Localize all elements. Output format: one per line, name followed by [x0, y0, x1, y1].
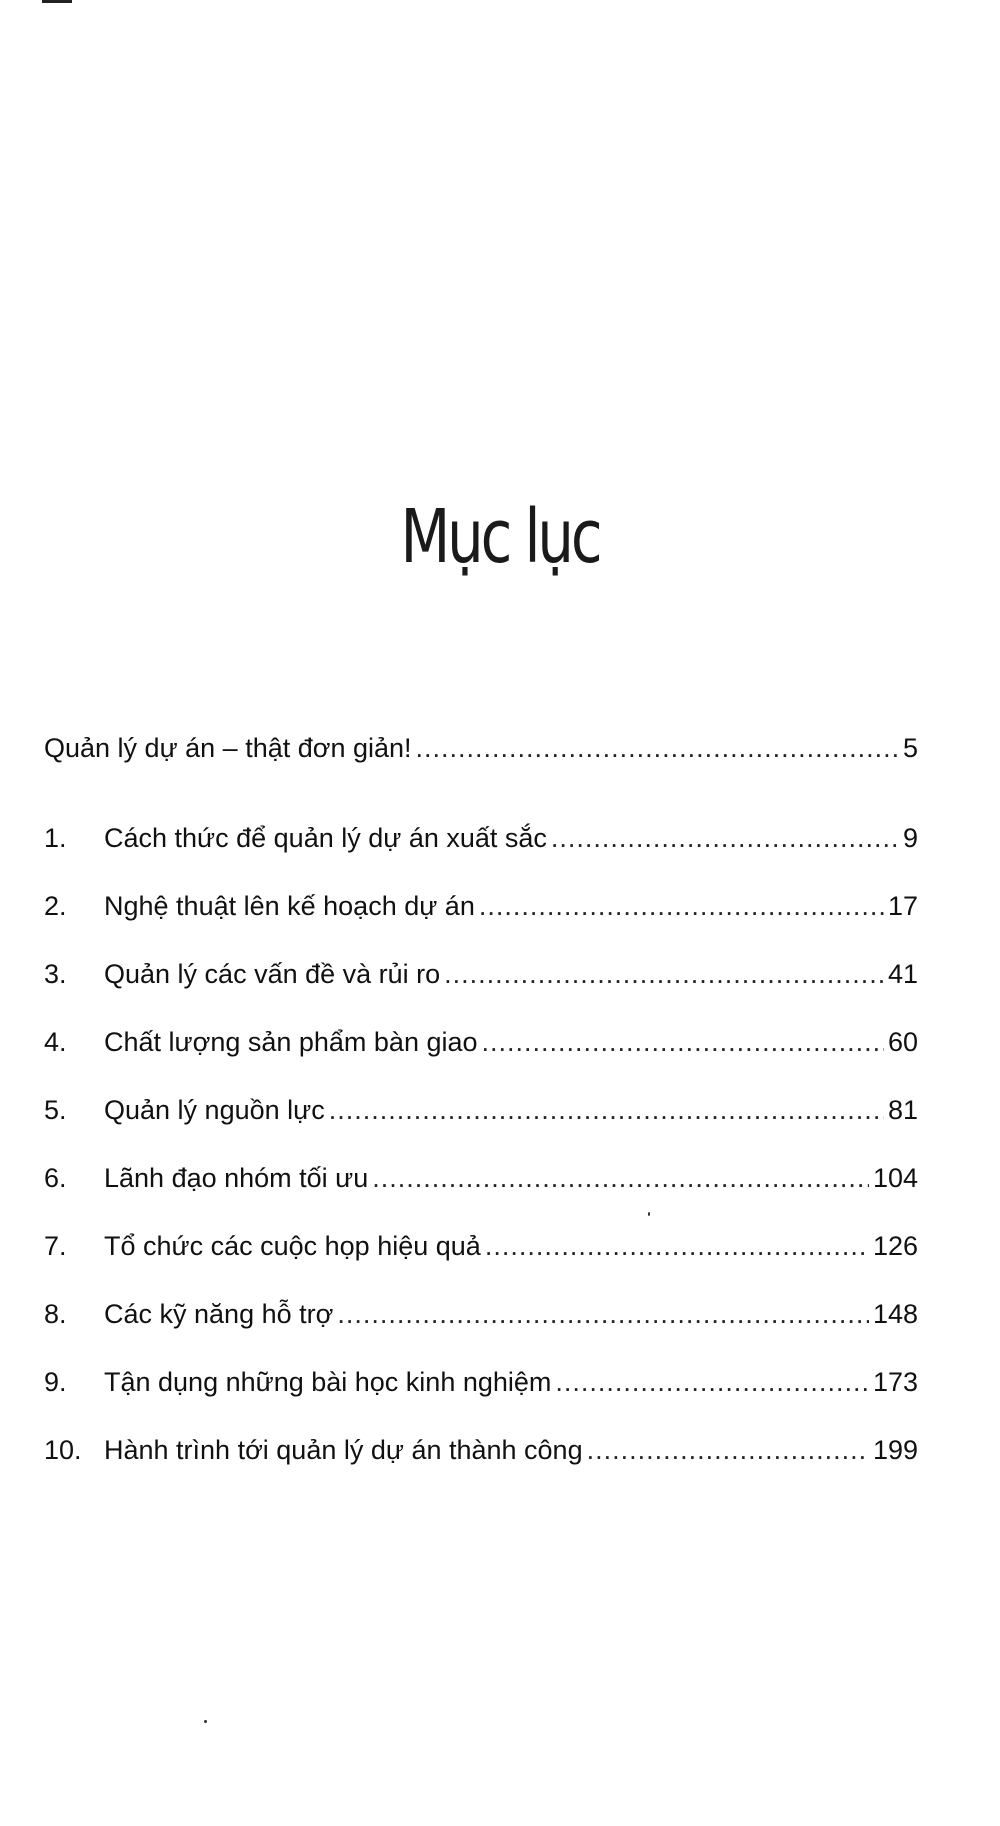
toc-entry-title: Hành trình tới quản lý dự án thành công — [104, 1435, 583, 1465]
dot-leader — [444, 954, 884, 994]
toc-entry-intro[interactable] — [44, 728, 918, 768]
toc-entry-chapter-9[interactable] — [44, 1362, 918, 1402]
toc-entry-chapter-7[interactable] — [44, 1226, 918, 1266]
toc-entry-number: 5. — [44, 1095, 67, 1125]
toc-entry-title: Quản lý nguồn lực — [104, 1095, 325, 1125]
toc-entry-chapter-4[interactable] — [44, 1022, 918, 1062]
toc-entry-title: Quản lý các vấn đề và rủi ro — [104, 959, 441, 989]
toc-entry-page: 41 — [887, 959, 918, 989]
toc-entry-number: 4. — [44, 1027, 67, 1057]
toc-entry-title: Quản lý dự án – thật đơn giản! — [44, 733, 412, 763]
toc-entry-title: Tổ chức các cuộc họp hiệu quả — [104, 1231, 481, 1261]
scan-speck — [204, 1720, 207, 1723]
dot-leader — [551, 818, 899, 858]
toc-entry-number: 9. — [44, 1367, 67, 1397]
scan-speck — [648, 1212, 650, 1216]
toc-entry-number: 3. — [44, 959, 67, 989]
toc-entry-title: Các kỹ năng hỗ trợ — [104, 1299, 334, 1329]
toc-entry-title: Tận dụng những bài học kinh nghiệm — [104, 1367, 552, 1397]
dot-leader — [485, 1226, 869, 1266]
toc-entry-page: 9 — [902, 823, 918, 853]
scan-edge-mark — [42, 0, 72, 3]
toc-entry-number: 2. — [44, 891, 67, 921]
toc-entry-chapter-10[interactable] — [44, 1430, 918, 1470]
toc-entry-page: 104 — [872, 1163, 918, 1193]
toc-entry-page: 60 — [887, 1027, 918, 1057]
toc-entry-page: 126 — [872, 1231, 918, 1261]
dot-leader — [372, 1158, 869, 1198]
toc-entry-chapter-2[interactable] — [44, 886, 918, 926]
toc-entry-number: 8. — [44, 1299, 67, 1329]
toc-entry-chapter-3[interactable] — [44, 954, 918, 994]
toc-entry-number: 6. — [44, 1163, 67, 1193]
toc-entry-chapter-5[interactable] — [44, 1090, 918, 1130]
toc-entry-page: 17 — [887, 891, 918, 921]
toc-entry-page: 173 — [872, 1367, 918, 1397]
dot-leader — [587, 1430, 869, 1470]
toc-entry-page: 5 — [902, 733, 918, 763]
toc-entry-title: Lãnh đạo nhóm tối ưu — [104, 1163, 369, 1193]
toc-entry-title: Chất lượng sản phẩm bàn giao — [104, 1027, 478, 1057]
toc-entry-page: 148 — [872, 1299, 918, 1329]
toc-entry-chapter-1[interactable] — [44, 818, 918, 858]
page-title: Mục lục — [400, 493, 600, 580]
toc-entry-title: Cách thức để quản lý dự án xuất sắc — [104, 823, 547, 853]
toc-entry-number: 7. — [44, 1231, 67, 1261]
dot-leader — [337, 1294, 869, 1334]
toc-entry-page: 199 — [872, 1435, 918, 1465]
dot-leader — [482, 1022, 884, 1062]
dot-leader — [555, 1362, 869, 1402]
dot-leader — [479, 886, 884, 926]
toc-entry-number: 10. — [44, 1435, 82, 1465]
toc-entry-number: 1. — [44, 823, 67, 853]
dot-leader — [416, 728, 899, 768]
toc-entry-chapter-6[interactable] — [44, 1158, 918, 1198]
toc-entry-title: Nghệ thuật lên kế hoạch dự án — [104, 891, 475, 921]
dot-leader — [329, 1090, 884, 1130]
toc-entry-page: 81 — [887, 1095, 918, 1125]
toc-entry-chapter-8[interactable] — [44, 1294, 918, 1334]
